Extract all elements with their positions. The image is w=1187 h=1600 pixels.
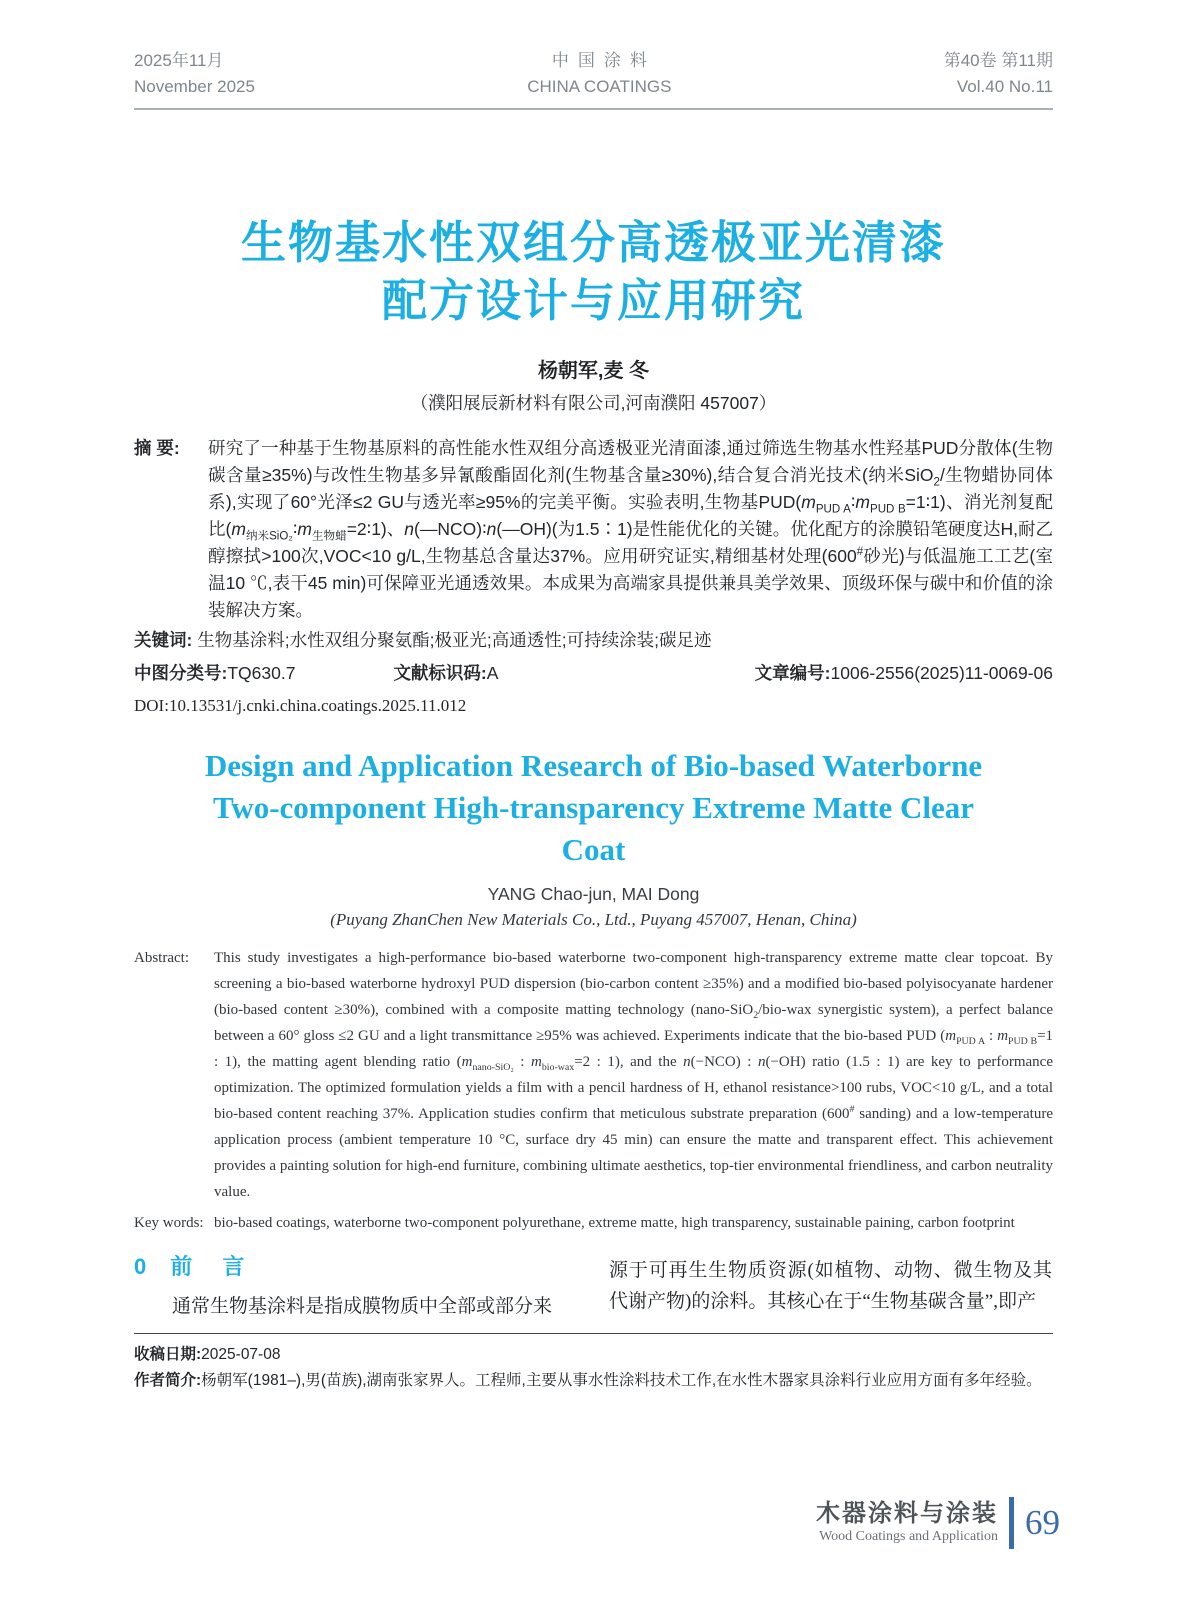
section-heading-intro	[134, 1253, 577, 1281]
footnote-received-value: 2025-07-08	[201, 1346, 281, 1363]
authors-en: YANG Chao-jun, MAI Dong	[487, 884, 700, 904]
header-issue	[944, 48, 1053, 99]
affiliation-cn: （濮阳展辰新材料有限公司,河南濮阳 457007）	[410, 393, 777, 413]
meta-doc-code-label: 文献标识码:	[393, 663, 487, 683]
article-title-en-line2: Two-component High-transparency Extreme Matte Clear	[212, 790, 975, 825]
abstract-cn-text: 研究了一种基于生物基原料的高性能水性双组分高透极亚光清面漆,通过筛选生物基水性羟基PUD分散体(生物碳含量≥35%)与改性生物基多异氰酸酯固化剂(生物基含量≥30%),结合复合消光技术(纳米SiO$_2$/生物蜡协同体系),实现了60°光泽≤2 GU与透光率≥95%的完美平衡。实验表明,生物基$PUD(m_{PUD A}∶m_{PUD B}=1∶1)$、消光剂复配比$(m_{纳米SiO_2}∶m_{生物蜡}=2∶1)$、n(—NCO)∶n(—OH)(为1.5∶1)是性能优化的关键。优化配方的涂膜铅笔硬度达H,耐乙醇擦拭>100次,VOC<10 g/L,生物基总含量达37%。应用研究证实,精细基材处理(600#砂光)与低温施工工艺(室温10 ℃,表干45 min)可保障亚光通透效果。本成果为高端家具提供兼具美学效果、顶级环保与碳中和价值的涂装解决方案。	[208, 438, 1054, 620]
article-title-en	[134, 745, 1053, 871]
meta-article-id	[755, 660, 1053, 687]
doi: DOI:10.13531/j.cnki.china.coatings.2025.11.012	[134, 696, 467, 715]
authors-cn: 杨朝军,麦 冬	[537, 360, 650, 382]
header-date-cn: 2025年11月	[134, 51, 224, 70]
meta-doc-code-value: A	[486, 663, 499, 683]
article-title-cn-line1: 生物基水性双组分高透极亚光清漆	[240, 217, 946, 268]
intro-column-left	[134, 1253, 577, 1322]
abstract-cn-label: 摘 要:	[134, 438, 180, 458]
footnote-author-bio	[134, 1368, 1053, 1394]
footnote-author-bio-text: 杨朝军(1981–),男(苗族),湖南张家界人。工程师,主要从事水性涂料技术工作,在水性木器家具涂料行业应用方面有多年经验。	[201, 1372, 1042, 1389]
footer-column-name	[816, 1500, 998, 1546]
keywords-en-text: bio-based coatings, waterborne two-component polyurethane, extreme matte, high transparency, sustainable paining, carbon footprint	[214, 1215, 1015, 1231]
meta-article-id-label: 文章编号:	[754, 663, 831, 683]
keywords-cn	[134, 627, 1053, 654]
meta-clc-value: TQ630.7	[227, 663, 296, 683]
footer-divider-bar	[1009, 1497, 1014, 1549]
meta-clc	[134, 660, 295, 687]
meta-clc-label: 中图分类号:	[134, 663, 228, 683]
meta-article-id-value: 1006-2556(2025)11-0069-06	[830, 663, 1053, 683]
footer-column-en: Wood Coatings and Application	[819, 1529, 998, 1544]
article-title-en-line3: Coat	[561, 832, 626, 867]
keywords-en-label: Key words:	[134, 1215, 204, 1231]
header-issue-en: Vol.40 No.11	[956, 76, 1053, 96]
footnote-author-bio-label: 作者简介:	[134, 1372, 202, 1389]
footnote-received	[134, 1342, 1053, 1368]
abstract-en	[134, 945, 1053, 1205]
header-date-en: November 2025	[134, 76, 255, 96]
article-title-en-line1: Design and Application Research of Bio-based Waterborne	[204, 748, 983, 783]
article-title-cn-line2: 配方设计与应用研究	[381, 275, 805, 326]
keywords-cn-text: 生物基涂料;水性双组分聚氨酯;极亚光;高通透性;可持续涂装;碳足迹	[197, 630, 712, 650]
intro-section	[134, 1253, 1053, 1322]
section-title: 前 言	[170, 1254, 257, 1279]
journal-name-en: CHINA COATINGS	[527, 76, 672, 96]
meta-doc-code	[393, 660, 498, 687]
footnote-block	[134, 1333, 1053, 1394]
abstract-en-text: This study investigates a high-performance bio-based waterborne two-component high-transparency extreme matte clear topcoat. By screening a bio-based waterborne hydroxyl PUD dispersion (bio-carbon content ≥35%) and a modified bio-based polyisocyanate hardener (bio-based content ≥30%), combined with a composite matting technology (nano-SiO$_2$/bio-wax synergistic system), a perfect balance between a 60° gloss ≤2 GU and a light transmittance ≥95% was achieved. Experiments indicate that the bio-based PUD ($m_{PUD A}$ : $m_{PUD B}=1$ : 1), the matting agent blending ratio ($m_{nano-SiO_2}$ : $m_{bio-wax}=2$ : 1), and the n(−NCO) : n(−OH) ratio (1.5 : 1) are key to performance optimization. The optimized formulation yields a film with a pencil hardness of H, ethanol resistance>100 rubs, VOC<10 g/L, and a total bio-based content reaching 37%. Application studies confirm that meticulous substrate preparation (600# sanding) and a low-temperature application process (ambient temperature 10 °C, surface dry 45 min) can ensure the matte and transparent effect. This achievement provides a painting solution for high-end furniture, combining ultimate aesthetics, top-tier environmental friendliness, and carbon neutrality value.	[214, 950, 1054, 1200]
header-date	[134, 48, 255, 99]
header-journal-name	[527, 48, 671, 99]
page-number: 69	[1025, 1503, 1060, 1542]
article-title-cn	[134, 214, 1053, 330]
page-footer	[816, 1497, 1060, 1549]
footnote-received-label: 收稿日期:	[134, 1346, 202, 1363]
meta-row	[134, 660, 1053, 687]
section-number: 0	[134, 1254, 147, 1279]
header-issue-cn: 第40卷 第11期	[943, 51, 1053, 70]
footer-column-cn: 木器涂料与涂装	[816, 1500, 998, 1527]
abstract-en-label: Abstract:	[134, 950, 189, 966]
journal-name-cn: 中国涂料	[551, 51, 656, 70]
abstract-cn	[134, 435, 1053, 624]
journal-header	[134, 0, 1053, 110]
affiliation-en: (Puyang ZhanChen New Materials Co., Ltd., Puyang 457007, Henan, China)	[330, 910, 857, 929]
intro-paragraph-left: 通常生物基涂料是指成膜物质中全部或部分来	[172, 1296, 553, 1317]
intro-paragraph-right: 源于可再生生物质资源(如植物、动物、微生物及其代谢产物)的涂料。其核心在于“生物基碳含量”,即产	[609, 1260, 1052, 1312]
intro-column-right	[609, 1253, 1052, 1322]
keywords-cn-label: 关键词:	[134, 630, 193, 650]
keywords-en	[134, 1210, 1053, 1236]
